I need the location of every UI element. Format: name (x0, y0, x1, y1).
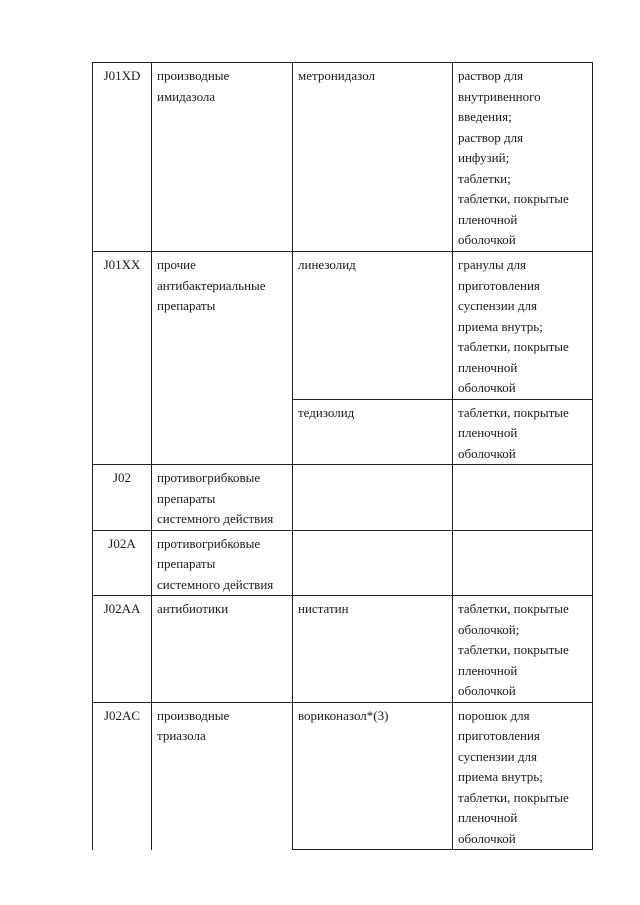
pharmacologic-group-cell: противогрибковые препараты системного действия (152, 465, 293, 531)
atc-code-cell: J02AC (93, 702, 152, 850)
dosage-form-cell: таблетки, покрытые оболочкой; таблетки, покрытые пленочной оболочкой (453, 596, 593, 703)
atc-code-cell: J02 (93, 465, 152, 531)
pharmacologic-group-cell: антибиотики (152, 596, 293, 703)
medication-table (92, 62, 593, 850)
dosage-form-cell (453, 530, 593, 596)
drug-name-cell: тедизолид (293, 399, 453, 465)
table-row (93, 530, 593, 596)
pharmacologic-group-cell: прочие антибактериальные препараты (152, 252, 293, 465)
pharmacologic-group-cell: производные имидазола (152, 63, 293, 252)
table-row (93, 596, 593, 703)
atc-code-cell: J01XD (93, 63, 152, 252)
table-row (93, 63, 593, 252)
drug-name-cell (293, 465, 453, 531)
atc-code-cell: J02AA (93, 596, 152, 703)
drug-name-cell: вориконазол*(3) (293, 702, 453, 850)
table-row (93, 702, 593, 850)
pharmacologic-group-cell: противогрибковые препараты системного действия (152, 530, 293, 596)
atc-code-cell: J02A (93, 530, 152, 596)
table-row (93, 252, 593, 400)
table-row (93, 465, 593, 531)
dosage-form-cell (453, 465, 593, 531)
pharmacologic-group-cell: производные триазола (152, 702, 293, 850)
drug-name-cell: нистатин (293, 596, 453, 703)
atc-code-cell: J01XX (93, 252, 152, 465)
dosage-form-cell: порошок для приготовления суспензии для приема внутрь; таблетки, покрытые пленочной оболочкой (453, 702, 593, 850)
dosage-form-cell: раствор для внутривенного введения; раствор для инфузий; таблетки; таблетки, покрытые пленочной оболочкой (453, 63, 593, 252)
drug-name-cell: метронидазол (293, 63, 453, 252)
drug-name-cell: линезолид (293, 252, 453, 400)
dosage-form-cell: таблетки, покрытые пленочной оболочкой (453, 399, 593, 465)
drug-name-cell (293, 530, 453, 596)
dosage-form-cell: гранулы для приготовления суспензии для приема внутрь; таблетки, покрытые пленочной оболочкой (453, 252, 593, 400)
